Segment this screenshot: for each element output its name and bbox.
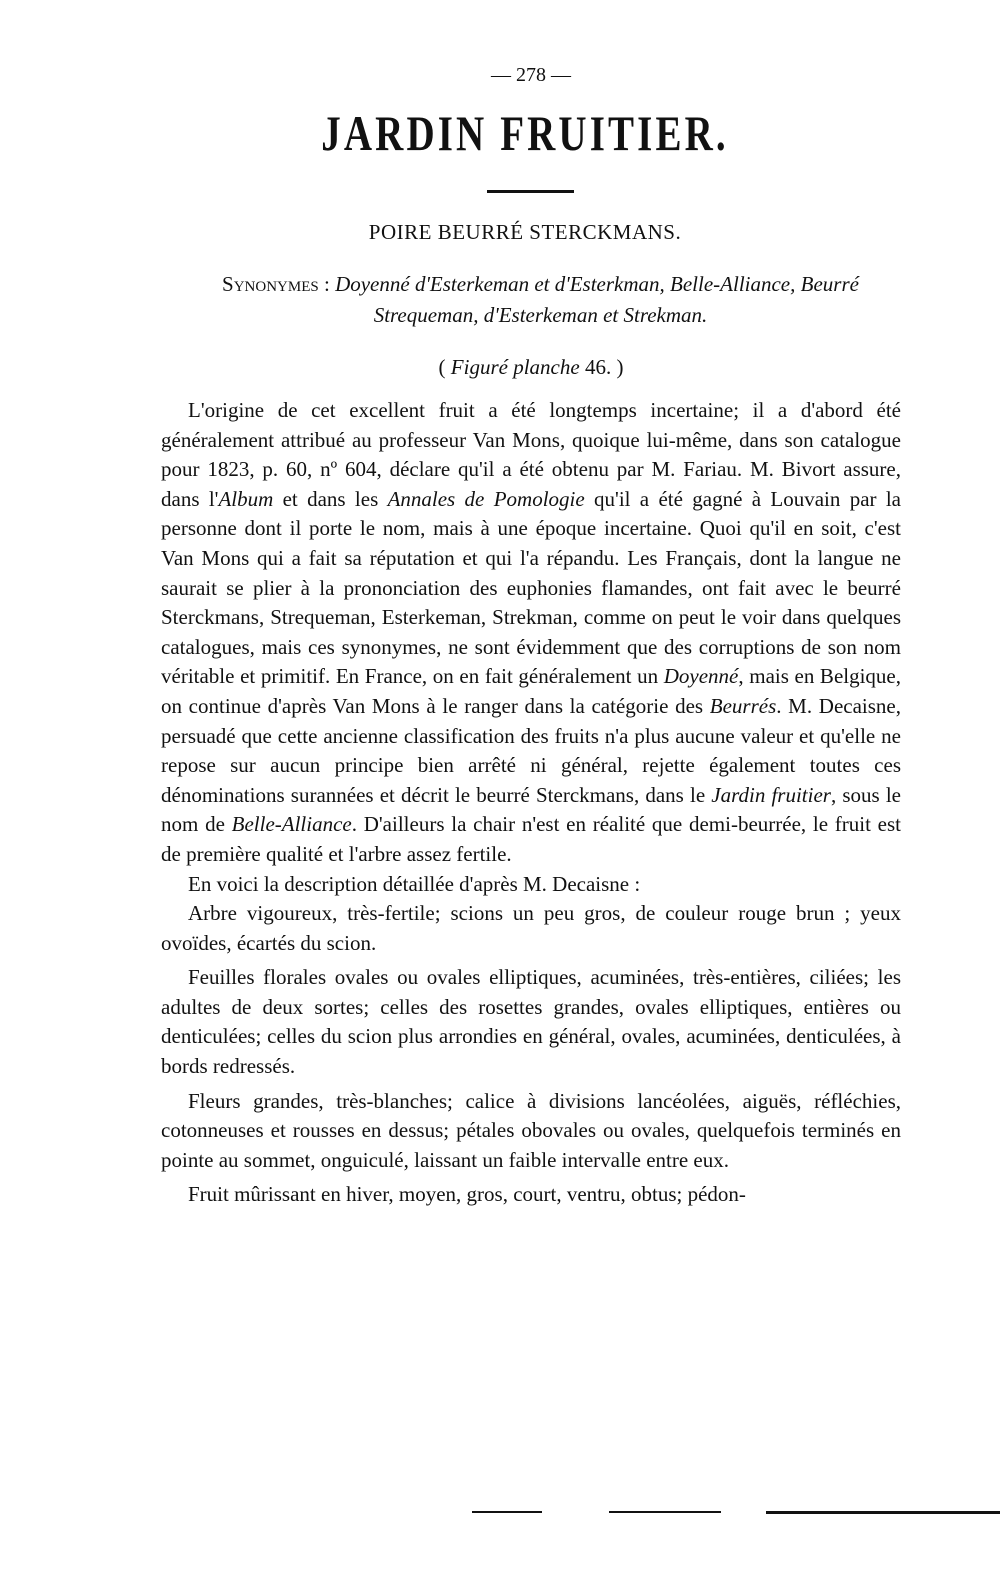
paragraph-fleurs: Fleurs grandes, très-blanches; calice à divisions lancéolées, aiguës, réfléchies, cotonneuses et rousses en dessus; pétales obovales ou ovales, quelquefois terminés en pointe au sommet, onguiculé, laissant un faible intervalle entre eux. bbox=[161, 1088, 901, 1172]
italic-annales: Annales de Pomologie bbox=[387, 486, 585, 511]
footer-rule-middle bbox=[609, 1511, 721, 1513]
paragraph-fruit: Fruit mûrissant en hiver, moyen, gros, court, ventru, obtus; pédon- bbox=[188, 1182, 746, 1207]
text-run: L'origine de cet excellent fruit a été longtemps incertaine; il a d'abord été généralement attribué au professeur Van Mons, quoique lui-même, dans son catalogue pour 1823, p. 60, nº 604, déclare qu'il a été obtenu par M. Fariau. M. Bivort assure, dans l' bbox=[161, 398, 901, 511]
synonyms-block bbox=[173, 269, 908, 331]
italic-belle-alliance: Belle-Alliance bbox=[231, 812, 352, 837]
paragraph-origin bbox=[161, 396, 901, 870]
figure-ref-text: Figuré planche bbox=[450, 355, 580, 379]
text-run: . D'ailleurs la chair n'est en réalité que demi-beurrée, le fruit est de première qualité et l'arbre assez fertile. bbox=[161, 812, 902, 866]
text-run: qu'il a été gagné à Louvain par la personne dont il porte le nom, mais à une époque incertaine. Quoi qu'il en soit, c'est Van Mons qui a fait sa réputation et qui l'a répandu. Les Français, dont la langue ne saurait se plier à la prononciation des euphonies flamandes, ont fait avec le beurré Sterckmans, Strequeman, Esterkeman, Strekman, comme on peut le voir dans quelques catalogues, mais ces synonymes, ne sont évidemment que des corruptions de son nom véritable et primitif. En France, on en fait généralement un bbox=[161, 486, 901, 689]
paragraph-arbre: Arbre vigoureux, très-fertile; scions un peu gros, de couleur rouge brun ; yeux ovoïdes, écartés du scion. bbox=[161, 901, 901, 955]
paragraph-feuilles: Feuilles florales ovales ou ovales elliptiques, acuminées, très-entières, ciliées; les adultes de deux sortes; celles des rosettes grandes, ovales elliptiques, entières ou denticulées; celles du scion plus arrondies en général, ovales, acuminées, denticulées, à bords redressés. bbox=[161, 965, 901, 1079]
figure-reference bbox=[0, 355, 1000, 380]
italic-album: Album bbox=[218, 486, 274, 511]
figure-ref-open: ( bbox=[438, 355, 451, 379]
synonyms-label: Synonymes bbox=[222, 272, 319, 296]
section-subtitle: POIRE BEURRÉ STERCKMANS. bbox=[368, 220, 682, 244]
text-run: . M. Decaisne, persuadé que cette ancienne classification des fruits n'a plus aucune valeur et qu'elle ne repose sur aucun principe bien arrêté ni général, rejette également toutes ces dénominations surannées et décrit le beurré Sterckmans, dans le bbox=[161, 693, 901, 807]
figure-ref-number: 46. ) bbox=[579, 355, 624, 379]
text-run: , sous le nom de bbox=[161, 782, 901, 837]
page-number: — 278 — bbox=[491, 64, 571, 86]
footer-rule-left bbox=[472, 1511, 542, 1513]
italic-beurres: Beurrés bbox=[709, 693, 777, 718]
synonyms-separator: : bbox=[318, 272, 336, 296]
text-run: et dans les bbox=[273, 486, 388, 511]
text-run: , mais en Belgique, on continue d'après Van Mons à le ranger dans la catégorie des bbox=[161, 664, 901, 718]
synonyms-text: Doyenné d'Esterkeman et d'Esterkman, Belle-Alliance, Beurré Strequeman, d'Esterkeman et Strekman. bbox=[335, 272, 859, 327]
page-title: JARDIN FRUITIER. bbox=[321, 105, 729, 161]
footer-rule-right bbox=[766, 1511, 1000, 1514]
body-text bbox=[161, 396, 901, 1210]
italic-doyenne: Doyenné bbox=[663, 664, 739, 689]
italic-jardin-fruitier: Jardin fruitier bbox=[711, 782, 831, 807]
paragraph-intro-description: En voici la description détaillée d'après M. Decaisne : bbox=[188, 871, 641, 896]
title-rule bbox=[487, 190, 574, 193]
